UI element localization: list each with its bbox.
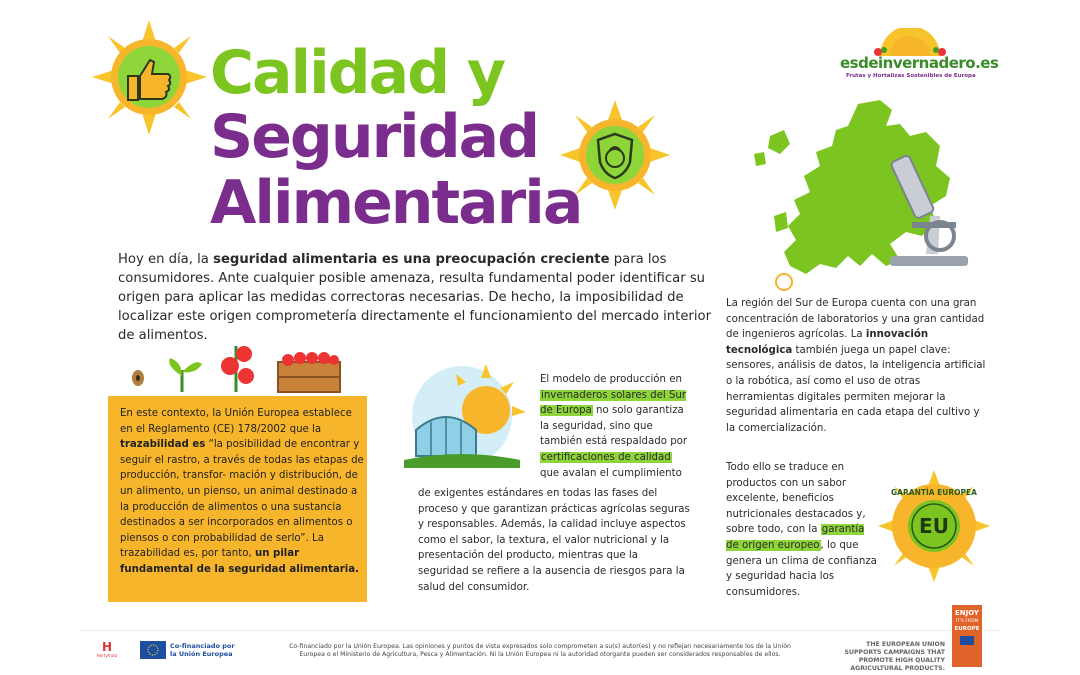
eu-flag-icon xyxy=(140,641,166,659)
hortyfruta-icon: H xyxy=(101,640,113,654)
greenhouse-text-bottom: de exigentes estándares en todas las fases del proceso y que garantizan prácticas agrícolas seguras y responsables. Además, la calidad incluye aspectos como el sabor, la textura, el valor nutricional y la presentación del producto, mientras que la seguridad se refiere a la ausencia de riesgos para la salud del consumidor. xyxy=(418,488,690,593)
eu-guarantee-badge xyxy=(878,470,990,582)
brand-logo xyxy=(840,28,999,88)
hortyfruta-logo xyxy=(94,641,120,658)
enjoy-line-2: IT'S FROM xyxy=(955,619,979,624)
enjoy-line-3: EUROPE xyxy=(954,626,980,632)
greenhouse-text-top: El modelo de producción en invernaderos solares del Sur de Europa no solo garantiza la seguridad, sino que también está respaldado por certificaciones de calidad que avalan el cumplimiento xyxy=(540,374,688,479)
footer xyxy=(80,609,1000,672)
title-line-2: Seguridad xyxy=(210,102,539,172)
eu-supports-text: THE EUROPEAN UNION SUPPORTS CAMPAIGNS THAT PROMOTE HIGH QUALITY AGRICULTURAL PRODUCTS. xyxy=(844,641,945,672)
cofinanced-line-1: Co-financiado por xyxy=(170,642,235,650)
plant-growth-illustration xyxy=(126,336,346,396)
cofinanced-line-2: la Unión Europea xyxy=(170,650,233,658)
shield-sun-icon xyxy=(560,100,670,210)
hortyfruta-name: Hortyfruta xyxy=(96,653,118,658)
footer-disclaimer: Co-financiado por la Unión Europea. Las opiniones y puntos de vista expresados solo comprometen a su(s) autor(es) y no reflejan necesariamente los de la Unión Europea o el Ministerio de Agricultura, Pesca y Alimentación. Ni la Unión Europea ni la autoridad otorgante pueden ser considerados responsables de ellos. xyxy=(289,643,791,658)
logo-tagline: Frutas y Hortalizas Sostenibles de Europa xyxy=(846,73,976,79)
logo-sun-icon xyxy=(870,28,950,56)
traceability-text: En este contexto, la Unión Europea establece en el Reglamento (CE) 178/2002 que la trazabilidad es “la posibilidad de encontrar y seguir el rastro, a través de todas las etapas de producción, transfor- mación y distribución, de un alimento, un pienso, un animal destinado a la producción de alimentos o una sustancia destinados a ser incorporados en alimentos o piensos o con probabilidad de serlo”. La trazabilidad es, por tanto, un pilar fundamental de la seguridad alimentaria. xyxy=(120,408,364,575)
guarantee-text: Todo ello se traduce en productos con un sabor excelente, beneficios nutricionales destacados y, sobre todo, con la garantía de origen europeo, lo que genera un clima de confianza y seguridad hacia los consumidores. xyxy=(726,462,877,598)
greenhouse-illustration xyxy=(396,360,532,472)
title-line-1: Calidad y xyxy=(210,38,505,108)
europe-map-illustration xyxy=(740,96,980,296)
intro-paragraph: Hoy en día, la seguridad alimentaria es una preocupación creciente para los consumidores. Ante cualquier posible amenaza, resulta fundamental poder identificar su origen para aplicar las medidas correctoras necesarias. De hecho, la imposibilidad de localizar este origen comprometería directamente el funcionamiento del mercado interior de alimentos. xyxy=(118,252,712,343)
enjoy-eu-flag-icon xyxy=(960,636,974,645)
badge-center-text: EU xyxy=(919,514,949,538)
thumbs-up-sun-icon xyxy=(92,20,207,135)
enjoy-line-1: ENJOY xyxy=(954,609,979,617)
cofinanced-label xyxy=(170,642,235,658)
logo-name: esdeinvernadero.es xyxy=(840,54,999,72)
enjoy-europe-logo xyxy=(952,605,982,667)
badge-ring-text: GARANTÍA EUROPEA xyxy=(891,488,977,497)
title-line-3: Alimentaria xyxy=(210,168,582,238)
innovation-text: La región del Sur de Europa cuenta con una gran concentración de laboratorios y una gran cantidad de ingenieros agrícolas. La innovación tecnológica también juega un papel clave: sensores, análisis de datos, la inteligencia artificial o la robótica, así como el uso de otras herramientas digitales permiten mejorar la seguridad alimentaria en cada etapa del cultivo y la comercialización. xyxy=(726,298,986,434)
